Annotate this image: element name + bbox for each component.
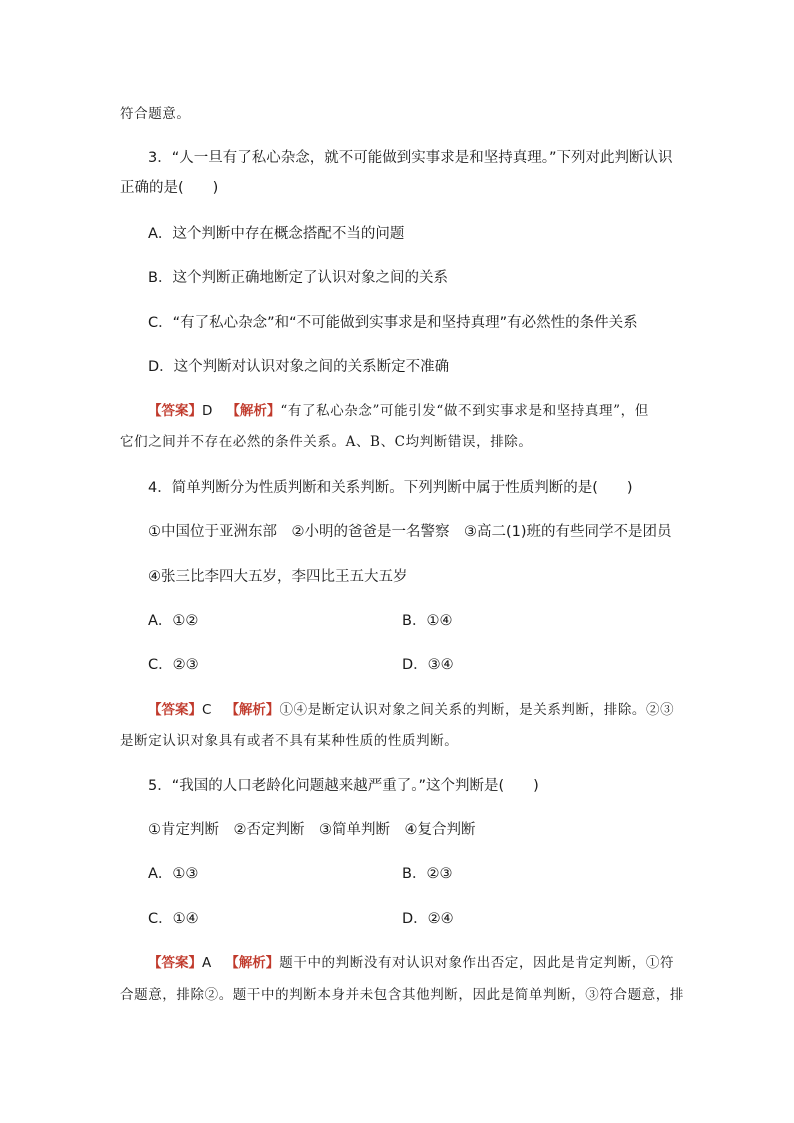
q5-option-a: A．①③ [148,866,199,882]
q3-analysis-text-1: “有了私心杂念”可能引发“做不到实事求是和坚持真理”，但 [280,403,649,419]
q5-answer-line1 [148,953,674,973]
q5-answer-label: 【答案】 [148,955,202,971]
q3-answer-label: 【答案】 [148,403,202,419]
q5-option-b: B．②③ [402,866,453,882]
q5-items: ①肯定判断 ②否定判断 ③简单判断 ④复合判断 [148,822,476,838]
q5-analysis-label: 【解析】 [225,955,280,971]
q3-analysis-text-2: 它们之间并不存在必然的条件关系。A、B、C均判断错误，排除。 [120,434,533,450]
q4-analysis-text-2: 是断定认识对象具有或者不具有某种性质的性质判断。 [120,733,459,749]
q4-answer-label: 【答案】 [148,702,202,718]
q3-stem-line2: 正确的是( ) [120,180,219,196]
q5-analysis-text-2: 合题意，排除②。题干中的判断本身并未包含其他判断，因此是简单判断，③符合题意，排 [120,987,684,1003]
q3-stem-line1: 3．“人一旦有了私心杂念，就不可能做到实事求是和坚持真理。”下列对此判断认识 [148,150,673,166]
q5-option-d: D．②④ [402,911,454,927]
q5-stem: 5．“我国的人口老龄化问题越来越严重了。”这个判断是( ) [148,778,539,794]
q3-analysis-label: 【解析】 [226,403,281,419]
q4-option-a: A．①② [148,613,199,629]
q5-answer-value: A [202,955,212,971]
q3-option-b: B．这个判断正确地断定了认识对象之间的关系 [148,270,448,286]
q4-option-b: B．①④ [402,613,453,629]
q3-option-d: D．这个判断对认识对象之间的关系断定不准确 [148,359,450,375]
q5-option-c: C．①④ [148,911,199,927]
q4-answer-line1 [148,700,674,720]
q4-analysis-label: 【解析】 [225,702,280,718]
q4-answer-value: C [202,702,212,718]
q4-items-line2: ④张三比李四大五岁，李四比王五大五岁 [148,569,408,585]
q3-option-a: A．这个判断中存在概念搭配不当的问题 [148,226,405,242]
q5-analysis-text-1: 题干中的判断没有对认识对象作出否定，因此是肯定判断，①符 [279,955,675,971]
q3-answer-value: D [202,403,213,419]
q3-option-c: C．“有了私心杂念”和“不可能做到实事求是和坚持真理”有必然性的条件关系 [148,315,638,331]
q4-analysis-text-1: ①④是断定认识对象之间关系的判断，是关系判断，排除。②③ [279,702,675,718]
continuation-text: 符合题意。 [120,106,191,122]
q4-items-line1: ①中国位于亚洲东部 ②小明的爸爸是一名警察 ③高二(1)班的有些同学不是团员 [148,524,672,540]
q4-option-c: C．②③ [148,657,199,673]
q4-stem: 4．简单判断分为性质判断和关系判断。下列判断中属于性质判断的是( ) [148,480,633,496]
q4-option-d: D．③④ [402,657,454,673]
q3-answer-line1 [148,401,649,421]
